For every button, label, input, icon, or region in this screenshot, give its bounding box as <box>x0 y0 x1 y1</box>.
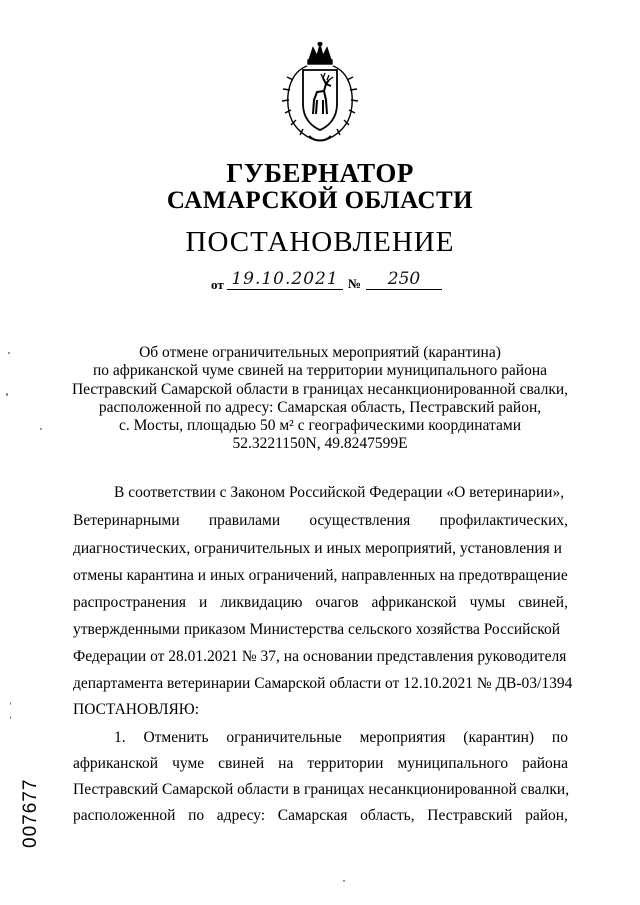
body-line <box>73 755 568 775</box>
scan-speck <box>343 880 345 882</box>
body-word: на <box>278 755 294 772</box>
body-line: диагностических, ограничительных и иных мероприятий, установления и <box>73 540 562 557</box>
body-line <box>73 512 568 532</box>
body-word: территории <box>307 755 384 772</box>
coat-of-arms-icon <box>279 42 361 146</box>
body-word: очагов <box>315 594 359 611</box>
body-word: правилами <box>208 512 281 529</box>
body-word: мероприятия <box>359 729 446 746</box>
body-word: муниципального <box>397 755 509 772</box>
scan-speck <box>6 393 8 396</box>
body-word: ликвидацию <box>220 594 303 611</box>
scan-speck <box>10 716 11 719</box>
body-word: профилактических, <box>439 512 568 529</box>
body-word: (карантин) <box>463 729 535 746</box>
number-label: № <box>348 276 362 291</box>
scan-speck <box>10 702 11 705</box>
title-line: Об отмене ограничительных мероприятий (карантина) <box>139 344 501 361</box>
title-line: Пестравский Самарской области в границах несанкционированной свалки, <box>71 380 569 398</box>
date-prefix: от <box>211 277 224 292</box>
body-word: района <box>522 755 568 772</box>
body-word: область, <box>360 807 415 824</box>
scan-speck <box>40 428 42 430</box>
body-line <box>73 807 568 827</box>
body-word: свиней <box>218 755 265 772</box>
body-word: африканской <box>371 594 457 611</box>
body-word: по <box>551 729 568 746</box>
body-line <box>73 594 568 614</box>
body-line: Пестравский Самарской области в границах несанкционированной свалки, <box>73 781 570 798</box>
title-line: с. Мосты, площадью 50 м² с географическими координатами <box>119 417 521 435</box>
document-title <box>60 344 580 454</box>
body-word: распространения <box>73 594 187 611</box>
body-word: и <box>199 594 208 611</box>
scan-speck <box>8 352 10 354</box>
date-value: 19.10.2021 <box>227 269 343 290</box>
body-word: Самарская <box>277 807 348 824</box>
body-line: департамента ветеринарии Самарской области от 12.10.2021 № ДВ-03/1394 <box>73 675 573 692</box>
body-word: осуществления <box>309 512 411 529</box>
body-line: В соответствии с Законом Российской Федерации «О ветеринарии», <box>114 484 565 501</box>
body-word: чумы <box>469 594 506 611</box>
body-line: Федерации от 28.01.2021 № 37, на основании представления руководителя <box>73 648 567 665</box>
title-line: 52.3221150N, 49.8247599E <box>232 435 408 453</box>
body-word: чуме <box>172 755 205 772</box>
body-line: утвержденными приказом Министерства сельского хозяйства Российской <box>73 621 561 638</box>
header-title-line1: ГУБЕРНАТОР <box>226 158 414 188</box>
body-word: район, <box>525 807 568 824</box>
body-word: свиней, <box>518 594 568 611</box>
body-word: Пестравский <box>427 807 513 824</box>
body-word: расположенной <box>73 807 176 824</box>
document-type: ПОСТАНОВЛЕНИЕ <box>185 226 455 258</box>
body-word: адресу: <box>216 807 266 824</box>
registration-stamp-number: 007677 <box>20 778 41 848</box>
body-line: ПОСТАНОВЛЯЮ: <box>73 701 200 718</box>
date-number-row <box>211 271 441 293</box>
body-word: по <box>188 807 205 824</box>
header-title-line2: САМАРСКОЙ ОБЛАСТИ <box>166 187 474 214</box>
body-word: Отменить <box>143 729 209 746</box>
number-value: 250 <box>366 269 442 290</box>
body-word: 1. <box>114 729 126 746</box>
body-line <box>114 729 568 749</box>
title-line: по африканской чуме свиней на территории муниципального района <box>92 362 548 380</box>
body-word: африканской <box>73 755 159 772</box>
body-word: Ветеринарными <box>73 512 180 529</box>
title-line: расположенной по адресу: Самарская область, Пестравский район, <box>98 398 542 416</box>
body-line: отмены карантина и иных ограничений, направленных на предотвращение <box>73 567 568 584</box>
body-word: ограничительные <box>226 729 342 746</box>
